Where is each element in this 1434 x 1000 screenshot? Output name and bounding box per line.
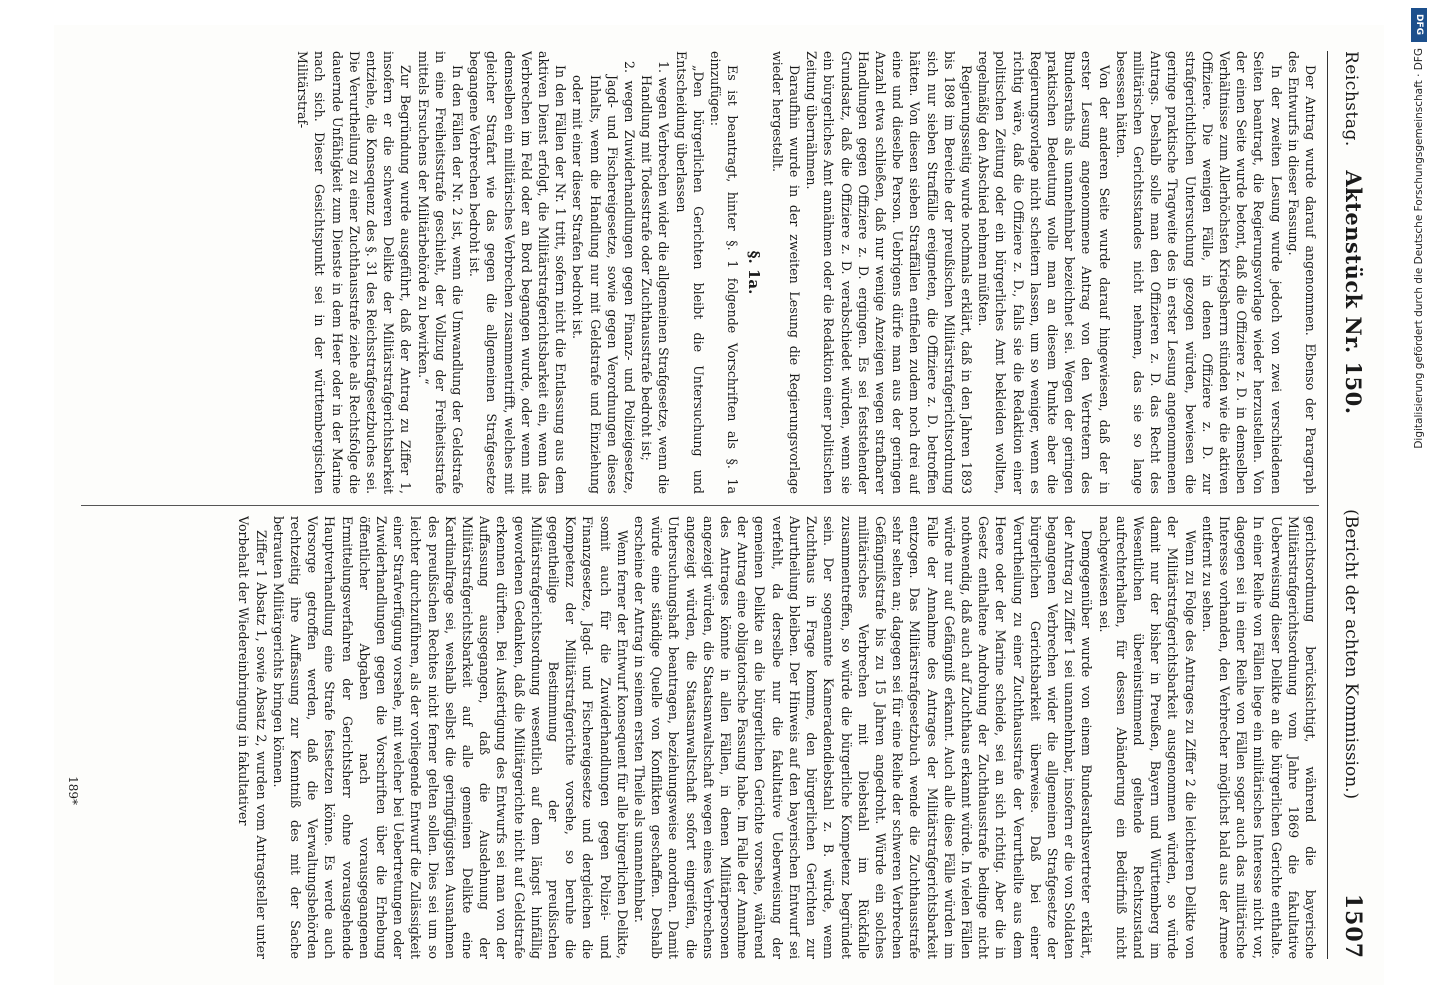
- paragraph: Regierungsseitig wurde nochmals erklärt, daß in den Jahren 1893 bis 1898 im Bereiche der preußischen Militärstrafgerichtsordnung sich nur sieben Straffälle ereigneten, die Offiziere z. D. betroffen hätten. Von diesen sieben Straffällen entfielen zudem noch drei auf eine und dieselbe Person. Uebrigens dürfe man aus der geringen Anzahl etwa schließen, daß nur wenige Anzeigen wegen strafbarer Handlungen gegen Offiziere z. D. ergingen. Es sei feststehender Grundsatz, daß die Offiziere z. D. verabschiedet würden, wenn sie ein bürgerliches Amt annähmen oder die Redaktion einer politischen Zeitung übernähmen.: [804, 51, 974, 494]
- header-report-title: (Bericht der achten Kommission.): [1341, 509, 1361, 800]
- paragraph: gerichtsordnung berücksichtigt, während die bayerische Militärstrafgerichtsordnung vom Jahre 1869 die fakultative Ueberweisung dieser Delikte an die bürgerlichen Gerichte enthalte. In einer Reihe von Fällen liege ein militärisches Interesse nicht vor, dagegen sei in einer Reihe von Fällen sogar auch das militärische Interesse vorhanden, den Verbrecher möglichst bald aus der Armee entfernt zu sehen.: [1199, 516, 1318, 959]
- paragraph: In der zweiten Lesung wurde jedoch von zwei verschiedenen Seiten beantragt, die Regierungsvorlage wieder herzustellen. Von der einen Seite wurde betont, daß die Offiziere z. D. in demselben Verhältnisse zum Allerhöchsten Kriegsherrn stünden wie die aktiven Offiziere. Die wenigen Fälle, in denen Offiziere z. D. zur strafgerichtlichen Untersuchung gezogen würden, bewiesen die geringe praktische Tragweite des in erster Lesung angenommenen Antrags. Deshalb solle man den Offizieren z. D. das Recht des militärischen Gerichtsstandes nicht nehmen, das sie so lange besessen hätten.: [1113, 51, 1284, 494]
- paragraph: Ziffer 1 Absatz 1, sowie Absatz 2, wurden vom Antragsteller unter Vorbehalt der Wiedereinbringung in fakultativer: [236, 516, 269, 959]
- paragraph: Wenn zu Folge des Antrages zu Ziffer 2 die leichteren Delikte von der Militärstrafgerichtsbarkeit ausgenommen würden, so würde damit nur der bisher in Preußen, Bayern und Württemberg im Wesentlichen übereinstimmend geltende Rechtszustand aufrechterhalten, für dessen Abänderung ein Bedürfniß nicht nachgewiesen sei.: [1096, 516, 1198, 959]
- left-text-column: [81, 51, 1319, 494]
- header-left: [1341, 51, 1366, 415]
- quoted-provision: „Den bürgerlichen Gerichten bleibt die Untersuchung und Entscheidung überlassen: [673, 51, 706, 494]
- document-page: [54, 25, 1384, 985]
- right-text-column: [81, 516, 1319, 959]
- paragraph: In den Fällen der Nr. 1 tritt, sofern nicht die Entlassung aus dem aktiven Dienst erfolgt, die Militärstrafgerichtsbarkeit ein, wenn das Verbrechen im Feld oder an Bord begangen wurde, oder wenn mit demselben ein militärisches Verbrechen zusammentrifft, welches mit gleicher Strafart wie das gegen die allgemeinen Strafgesetze begangene Verbrechen bedroht ist.: [467, 51, 569, 494]
- paragraph: Der Antrag wurde darauf angenommen. Ebenso der Paragraph des Entwurfs in dieser Fassung.: [1285, 51, 1318, 494]
- list-item: 1. wegen Verbrechen wider die allgemeinen Strafgesetze, wenn die Handlung mit Todesstrafe oder Zuchthausstrafe bedroht ist;: [639, 61, 672, 494]
- section-heading: §. 1a.: [745, 250, 764, 295]
- signature-mark: 189*: [66, 776, 80, 805]
- paragraph: Zur Begründung wurde ausgeführt, daß der Antrag zu Ziffer 1, insofern er die schweren Delikte der Militärstrafgerichtsbarkeit entziehe, die Konsequenz des §. 31 des Reichsstrafgesetzbuches sei. Die Verurtheilung zu einer Zuchthausstrafe ziehe als Rechtsfolge die dauernde Unfähigkeit zum Dienste in dem Heer oder in der Marine nach sich. Dieser Gesichtspunkt sei in der württembergischen Militärstraf-: [295, 51, 414, 494]
- paragraph: Daraufhin wurde in der zweiten Lesung die Regierungsvorlage wieder hergestellt.: [769, 51, 802, 494]
- paragraph: Wenn ferner der Entwurf konsequent für alle bürgerlichen Delikte, somit auch für die Zuwiderhandlungen gegen Polizei- und Finanzgesetze, Jagd- und Fischereigesetze und dergleichen die Kompetenz der Militärstrafgerichte vorsehe, so beruhe die gegentheilige Bestimmung der preußischen Militärstrafgerichtsordnung wesentlich auf dem längst hinfällig gewordenen Gedanken, daß die Militärgerichte nicht auf Geldstrafe erkennen dürften. Bei Ausfertigung des Entwurfs sei man von der Auffassung ausgegangen, daß die Ausdehnung der Militärstrafgerichtsbarkeit auf alle gemeinen Delikte eine Kardinalfrage sei, weshalb selbst die geringfügigsten Ausnahmen des preußischen Rechtes nicht ferner gelten sollen. Dies sei um so leichter durchzuführen, als der vorliegende Entwurf die Zulässigkeit einer Strafverfügung vorsehe, mit welcher bei Uebertretungen oder Zuwiderhandlungen gegen die Vorschriften über die Erhebung öffentlicher Abgaben nach vorausgegangenen Ermittelungsverfahren der Gerichtsherr ohne vorausgehende Hauptverhandlung eine Strafe festsetzen könne. Es werde auch Vorsorge getroffen werden, daß die Verwaltungsbehörden rechtzeitig ihre Auffassung zur Kenntniß des mit der Sache betrauten Militärgerichts bringen können.: [270, 516, 630, 959]
- paragraph: Von der anderen Seite wurde darauf hingewiesen, daß der in erster Lesung angenommene Antrag von den Vertretern des Bundesraths als unannehmbar bezeichnet sei. Wegen der geringen praktischen Bedeutung wolle man an diesem Punkte aber die Regierungsvorlage nicht scheitern lassen, um so weniger, wenn es richtig wäre, daß die Offiziere z. D., falls sie die Redaktion einer politischen Zeitung oder ein bürgerliches Amt bekleiden wollten, regelmäßig den Abschied nehmen müßten.: [976, 51, 1112, 494]
- list-item: 2. wegen Zuwiderhandlungen gegen Finanz- und Polizeigesetze, Jagd- und Fischereigesetze, sowie gegen Verordnungen dieses Inhalts, wenn die Handlung nur mit Geldstrafe und Einziehung oder mit einer dieser Strafen bedroht ist.: [570, 61, 638, 494]
- paragraph: In den Fällen der Nr. 2 ist, wenn die Umwandlung der Geldstrafe in eine Freiheitsstrafe geschieht, der Vollzug der Freiheitsstrafe mittels Ersuchens der Militärbehörde zu bewirken.“: [415, 51, 466, 494]
- header-source: Reichstag.: [1341, 51, 1361, 147]
- paragraph: Demgegenüber wurde von einem Bundesrathsvertreter erklärt, der Antrag zu Ziffer 1 sei unannehmbar, insofern er die von Soldaten begangenen Verbrechen wider die allgemeinen Strafgesetze der bürgerlichen Gerichtsbarkeit überweise. Daß bei einer Verurtheilung zu einer Zuchthausstrafe der Verurtheilte aus dem Heere oder der Marine scheide, sei an sich richtig. Aber die in Gesetz enthaltene Androhung der Zuchthausstrafe bedinge nicht nothwendig, daß auch auf Zuchthaus erkannt würde. In vielen Fällen würde nur auf Gefängniß erkannt. Auch alle diese Fälle würden im Falle der Annahme des Antrages der Militärstrafgerichtsbarkeit entzogen. Das Militärstrafgesetzbuch wende die Zuchthausstrafe sehr selten an; dagegen sei für eine Reihe der schweren Verbrechen Gefängnißstrafe bis zu 15 Jahren angedroht. Würde ein solches militärisches Verbrechen mit Diebstahl im Rückfalle zusammentreffen, so würde die bürgerliche Kompetenz begründet sein. Der sogenannte Kameradendiebstahl z. B. würde, wenn Zuchthaus in Frage komme, den bürgerlichen Gerichten zur Aburtheilung bleiben. Der Hinweis auf den bayerischen Entwurf sei verfehlt, da derselbe nur die fakultative Ueberweisung der gemeinen Delikte an die bürgerlichen Gerichte vorsehe, während der Antrag eine obligatorische Fassung habe. Im Falle der Annahme des Antrages könnte in allen Fällen, in denen Militärpersonen angezeigt würden, die Staatsanwaltschaft wegen eines Verbrechens angezeigt würden, die Staatsanwaltschaft sofort eingreifen, die Untersuchungshaft beantragen, beziehungsweise anordnen. Damit würde eine ständige Quelle von Konflikten geschaffen. Deshalb erscheine der Antrag in seinem ersten Theile als unannehmbar.: [632, 516, 1095, 959]
- dfg-credit-text: Digitalisierung gefördert durch die Deutsche Forschungsgemeinschaft · DFG: [1413, 48, 1425, 449]
- paragraph: Es ist beantragt, hinter §. 1 folgende Vorschriften als §. 1a einzufügen:: [708, 51, 741, 494]
- page-number: 1507: [1340, 893, 1366, 959]
- page-header: [1327, 51, 1366, 959]
- dfg-logo-icon: DFG: [1411, 8, 1427, 42]
- header-document-number: Aktenstück Nr. 150.: [1341, 170, 1366, 415]
- dfg-sidebar: [1404, 0, 1434, 1000]
- provision-list: [569, 51, 672, 494]
